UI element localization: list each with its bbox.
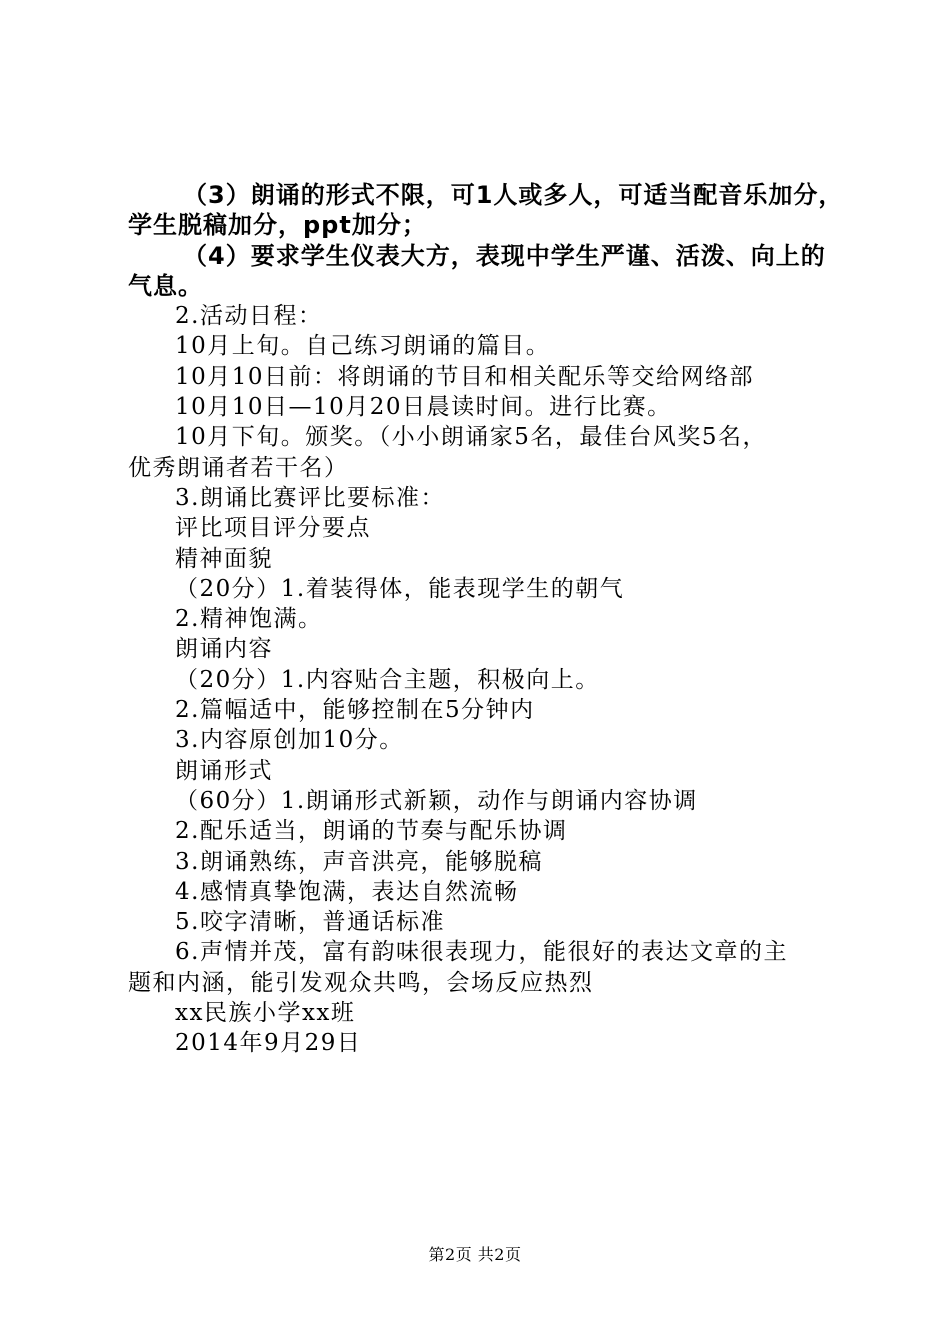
text-line: 6.声情并茂，富有韵味很表现力，能很好的表达文章的主 — [175, 939, 788, 966]
text-line: 10月上旬。自己练习朗诵的篇目。 — [175, 333, 551, 360]
text-line: 2.配乐适当，朗诵的节奏与配乐协调 — [175, 818, 568, 845]
text-line: 2.篇幅适中，能够控制在5分钟内 — [175, 697, 535, 724]
text-line: 3.内容原创加10分。 — [175, 727, 404, 754]
signature-date: 2014年9月29日 — [175, 1030, 362, 1057]
text-line: （60分）1.朗诵形式新颖，动作与朗诵内容协调 — [175, 787, 698, 814]
criteria-category: 朗诵形式 — [175, 757, 273, 784]
text-line: （3）朗诵的形式不限，可1人或多人，可适当配音乐加分， — [183, 181, 844, 209]
text-line: （20分）1.内容贴合主题，积极向上。 — [175, 666, 600, 693]
text-line: 优秀朗诵者若干名） — [128, 454, 349, 481]
text-line: （4）要求学生仪表大方，表现中学生严谨、活泼、向上的 — [183, 241, 826, 270]
text-line: 10月10日前：将朗诵的节目和相关配乐等交给网络部 — [175, 363, 755, 390]
criteria-category: 精神面貌 — [175, 545, 273, 572]
text-line: 4.感情真挚饱满，表达自然流畅 — [175, 878, 519, 905]
text-line: 3.朗诵熟练，声音洪亮，能够脱稿 — [175, 848, 543, 875]
section-heading: 3.朗诵比赛评比要标准： — [175, 484, 445, 511]
page-footer: 第2页 共2页 — [428, 1245, 522, 1264]
criteria-category: 朗诵内容 — [175, 636, 273, 663]
signature-org: xx民族小学xx班 — [175, 1000, 356, 1027]
text-line: 10月下旬。颁奖。（小小朗诵家5名，最佳台风奖5名， — [175, 424, 768, 451]
document-body — [128, 180, 848, 1059]
section-heading: 2.活动日程： — [175, 303, 323, 330]
text-line: 2.精神饱满。 — [175, 606, 323, 633]
text-line: 评比项目评分要点 — [175, 515, 371, 542]
text-line: 学生脱稿加分，ppt加分； — [128, 211, 427, 240]
text-line: 5.咬字清晰，普通话标准 — [175, 909, 445, 936]
text-line: 10月10日—10月20日晨读时间。进行比赛。 — [175, 394, 672, 421]
text-line: 题和内涵，能引发观众共鸣，会场反应热烈 — [128, 969, 594, 996]
text-line: 气息。 — [128, 271, 203, 300]
text-line: （20分）1.着装得体，能表现学生的朝气 — [175, 575, 625, 602]
